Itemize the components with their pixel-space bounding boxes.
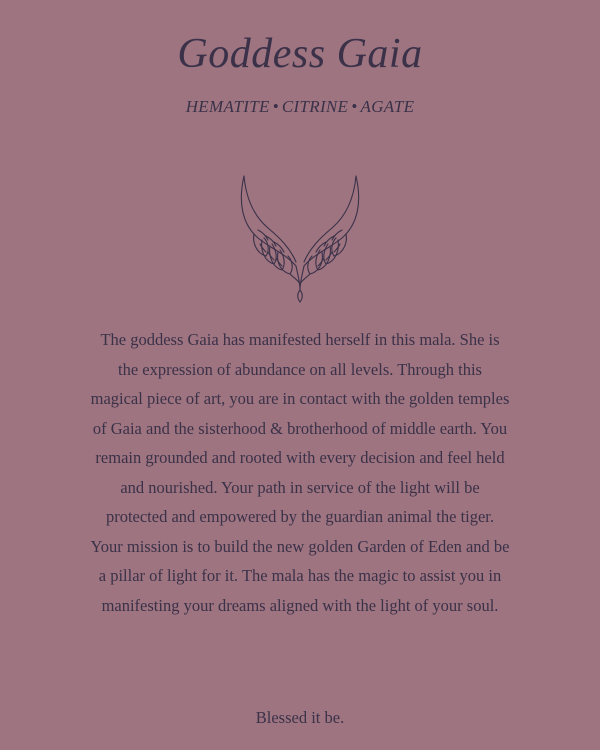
page-title: Goddess Gaia <box>177 31 423 77</box>
stone-name: CITRINE <box>281 97 349 116</box>
stone-name: HEMATITE <box>185 97 270 116</box>
description-text: The goddess Gaia has manifested herself in this mala. She is the expression of abundance on all levels. Through this magical piece of art, you are in contact with the golden temples of Gaia and the sisterhood & brotherhood of middle earth. You remain grounded and rooted with every decision and feel held and nourished. Your path in service of the light will be protected and empowered by the guardian animal the tiger. Your mission is to build the new golden Garden of Eden and be a pillar of light for it. The mala has the magic to assist you in manifesting your dreams aligned with the light of your soul. <box>90 330 510 615</box>
separator-dot: • <box>272 97 279 116</box>
stones-subtitle <box>0 97 600 117</box>
separator-dot: • <box>351 97 358 116</box>
blessing-text: Blessed it be. <box>255 708 345 727</box>
angel-wings-icon <box>236 172 364 306</box>
stone-name: AGATE <box>360 97 415 116</box>
